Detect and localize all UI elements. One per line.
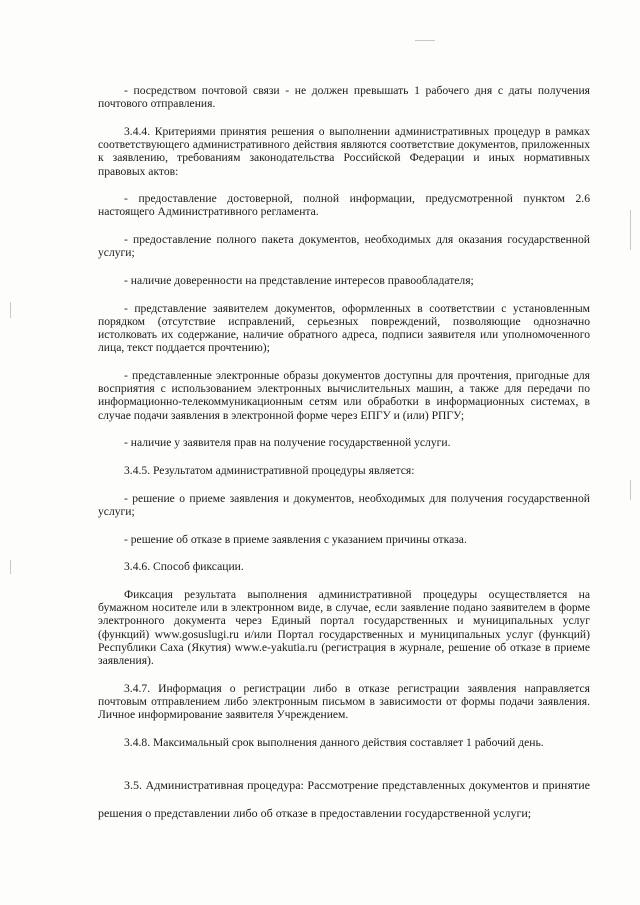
paragraph-3-4-8-max-term: 3.4.8. Максимальный срок выполнения данного действия составляет 1 рабочий день. [124,735,544,749]
paragraph-applicant-rights: - наличие у заявителя прав на получение государственной услуги. [124,436,451,450]
scan-artifact [630,210,631,250]
paragraph-refusal-decision: - решение об отказе в приеме заявления с указанием причины отказа. [124,532,467,546]
paragraph-power-of-attorney: - наличие доверенности на представление интересов правообладателя; [124,274,474,288]
scan-artifact [10,302,11,318]
paragraph-3-4-6-fixation: 3.4.6. Способ фиксации. [124,560,244,574]
scan-artifact [415,40,435,41]
paragraph-reliable-info: - предоставление достоверной, полной информации, предусмотренной пунктом 2.6 настоящего Административного регламента. [98,192,590,219]
paragraph-fixation-details: Фиксация результата выполнения административной процедуры осуществляется на бумажном носителе или в электронном виде, в случае, если заявление подано заявителем в форме электронного документа через Единый портал государственных и муниципальных услуг (функций) www.gosuslugi.ru и/или Портал государственных и муниципальных услуг (функций) Республики Саха (Якутия) www.e-yakutia.ru (регистрация в журнале, решение об отказе в приеме заявления). [98,588,590,668]
paragraph-3-5-procedure: 3.5. Административная процедура: Рассмотрение представленных документов и принятие решения о представлении либо об отказе в предоставлении государственной услуги; [98,778,590,821]
paragraph-3-4-5-result: 3.4.5. Результатом административной процедуры является: [124,464,415,478]
paragraph-acceptance-decision: - решение о приеме заявления и документов, необходимых для получения государственной услуги; [98,491,590,518]
document-body [98,84,590,842]
paragraph-3-4-4-criteria: 3.4.4. Критериями принятия решения о выполнении административных процедур в рамках соответствующего административного действия являются соответствие документов, приложенных к заявлению, требованиям законодательства Российской Федерации и иных нормативных правовых актов: [98,124,590,178]
paragraph-documents-order: - представление заявителем документов, оформленных в соответствии с установленным порядком (отсутствие исправлений, серьезных повреждений, позволяющие однозначно истолковать их содержание, наличие обратного адреса, подписи заявителя или уполномоченного лица, текст поддается прочтению); [98,301,590,355]
paragraph-full-package: - предоставление полного пакета документов, необходимых для оказания государственной услуги; [98,233,590,260]
paragraph-postal-deadline: - посредством почтовой связи - не должен превышать 1 рабочего дня с даты получения почтового отправления. [98,84,590,111]
paragraph-electronic-images: - представленные электронные образы документов доступны для прочтения, пригодные для восприятия с использованием электронных вычислительных машин, а также для передачи по информационно-телекоммуникационным сетям или обработки в информационных системах, в случае подачи заявления в электронной форме через ЕПГУ и (или) РПГУ; [98,369,590,422]
paragraph-3-4-7-information: 3.4.7. Информация о регистрации либо в отказе регистрации заявления направляется почтовым отправлением либо электронным письмом в зависимости от формы подачи заявления. Личное информирование заявителя Учреждением. [98,681,590,722]
scan-artifact [10,560,11,574]
scan-artifact [630,480,631,500]
